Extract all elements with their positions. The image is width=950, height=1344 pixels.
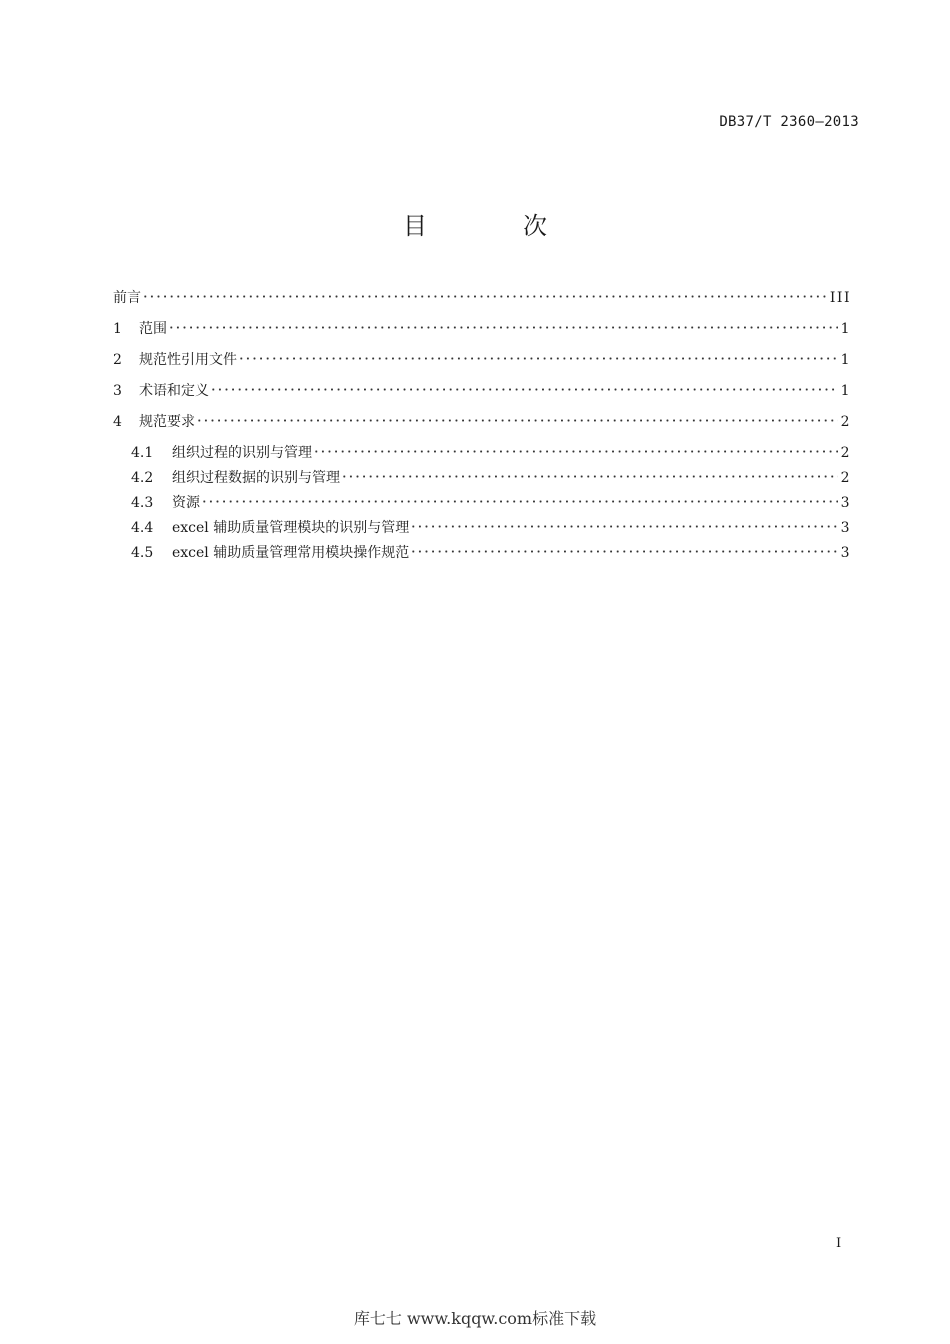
toc-entry-number: 2 — [113, 352, 122, 368]
toc-entry-page: III — [829, 290, 851, 306]
toc-entry-page: 2 — [840, 470, 851, 486]
toc-entry-2[interactable] — [113, 349, 851, 380]
toc-entry-number: 1 — [113, 321, 122, 337]
toc-entry-page: 3 — [840, 545, 851, 561]
toc-entry-label: 规范性引用文件 — [139, 352, 237, 368]
document-code: DB37/T 2360—2013 — [719, 114, 859, 130]
toc-entry-4[interactable] — [113, 411, 851, 442]
toc-entry-4-1[interactable] — [113, 442, 851, 467]
dot-leader — [341, 475, 838, 478]
dot-leader — [410, 550, 837, 553]
dot-leader — [238, 357, 838, 360]
page-number: I — [836, 1236, 842, 1251]
toc-entry-page: 1 — [840, 352, 851, 368]
dot-leader — [168, 326, 838, 329]
toc-entry-page: 1 — [840, 383, 851, 399]
dot-leader — [142, 295, 827, 298]
toc-entry-number: 4 — [113, 414, 122, 430]
table-of-contents — [113, 287, 851, 567]
toc-entry-label: 资源 — [172, 495, 200, 511]
toc-entry-page: 1 — [840, 321, 851, 337]
toc-entry-label: 组织过程数据的识别与管理 — [172, 470, 340, 486]
dot-leader — [210, 388, 838, 391]
toc-entry-page: 2 — [840, 445, 851, 461]
toc-entry-number: 4.3 — [131, 495, 154, 511]
toc-entry-label: 范围 — [139, 321, 167, 337]
watermark-text: 库七七 www.kqqw.com标准下载 — [353, 1309, 597, 1328]
toc-entry-label: 前言 — [113, 290, 141, 306]
toc-entry-label: 规范要求 — [139, 414, 195, 430]
toc-entry-number: 3 — [113, 383, 122, 399]
toc-entry-label: excel 辅助质量管理模块的识别与管理 — [172, 520, 410, 536]
toc-entry-page: 3 — [840, 495, 851, 511]
toc-entry-4-5[interactable] — [113, 542, 851, 567]
toc-title — [0, 206, 950, 241]
toc-entry-foreword[interactable] — [113, 287, 851, 318]
toc-entry-4-3[interactable] — [113, 492, 851, 517]
dot-leader — [201, 500, 838, 503]
toc-entry-page: 2 — [840, 414, 851, 430]
toc-entry-label: 术语和定义 — [139, 383, 209, 399]
toc-entry-page: 3 — [840, 520, 851, 536]
toc-entry-number: 4.4 — [131, 520, 154, 536]
toc-title-char-1: 目 — [403, 212, 427, 240]
toc-entry-label: excel 辅助质量管理常用模块操作规范 — [172, 545, 410, 561]
toc-entry-3[interactable] — [113, 380, 851, 411]
toc-entry-number: 4.2 — [131, 470, 154, 486]
toc-entry-number: 4.5 — [131, 545, 154, 561]
toc-entry-label: 组织过程的识别与管理 — [172, 445, 312, 461]
dot-leader — [410, 525, 837, 528]
dot-leader — [196, 419, 838, 422]
toc-entry-number: 4.1 — [131, 445, 154, 461]
toc-entry-4-2[interactable] — [113, 467, 851, 492]
dot-leader — [313, 450, 838, 453]
toc-entry-4-4[interactable] — [113, 517, 851, 542]
toc-title-char-2: 次 — [523, 212, 547, 240]
toc-entry-1[interactable] — [113, 318, 851, 349]
